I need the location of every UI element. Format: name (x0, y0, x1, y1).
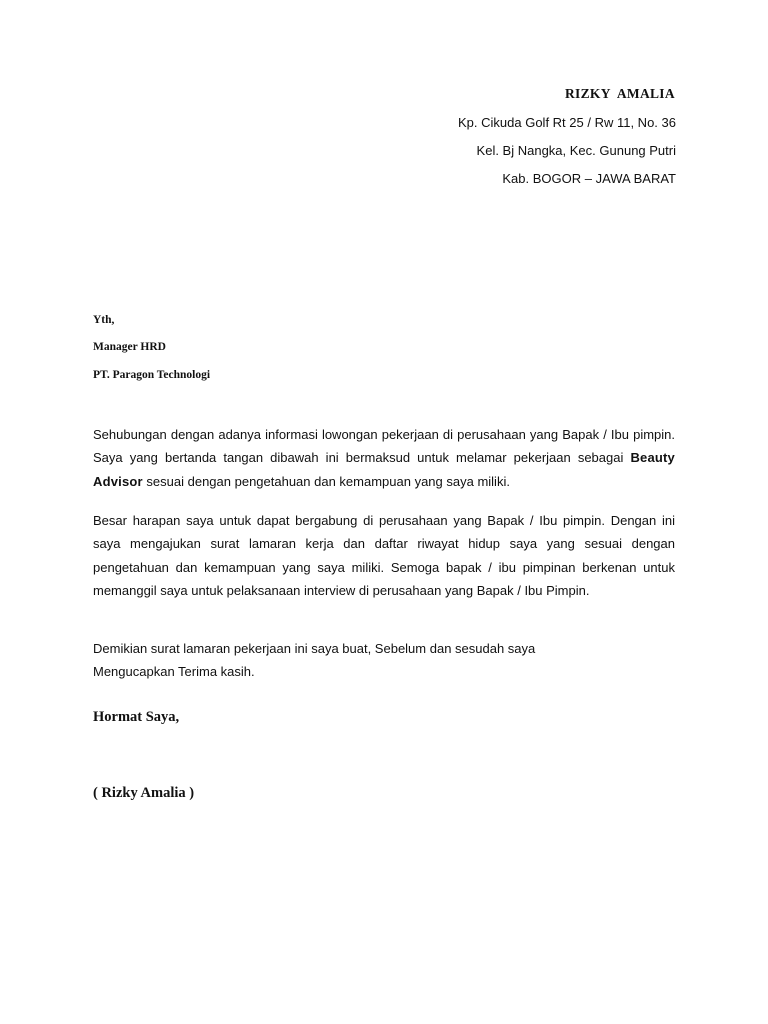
body-paragraph-3 (93, 637, 675, 684)
paragraph-1-ending: sesuai dengan pengetahuan dan kemampuan yang saya miliki. (142, 473, 510, 489)
paragraph-3-line-2: Mengucapkan Terima kasih. (93, 664, 255, 680)
closing-greeting: Hormat Saya, (93, 709, 180, 725)
recipient-salutation: Yth, (93, 314, 115, 326)
sender-address-line-2: Kel. Bj Nangka, Kec. Gunung Putri (476, 143, 676, 158)
signature-name: ( Rizky Amalia ) (93, 785, 195, 801)
sender-address-line-1: Kp. Cikuda Golf Rt 25 / Rw 11, No. 36 (458, 115, 676, 130)
sender-name: RIZKY AMALIA (565, 86, 675, 101)
body-paragraph-1 (93, 423, 675, 493)
applied-position: Beauty Advisor (93, 450, 675, 489)
paragraph-3-line-1: Demikian surat lamaran pekerjaan ini saya buat, Sebelum dan sesudah saya (93, 641, 536, 656)
paragraph-1-intro: Sehubungan dengan adanya informasi lowongan pekerjaan di perusahaan yang Bapak / Ibu pimpin. Saya yang bertanda tangan dibawah ini bermaksud untuk melamar pekerjaan sebagai (93, 427, 675, 466)
recipient-position: Manager HRD (93, 341, 166, 353)
body-paragraph-2: Besar harapan saya untuk dapat bergabung di perusahaan yang Bapak / Ibu pimpin. Dengan ini saya mengajukan surat lamaran kerja dan daftar riwayat hidup saya yang sesuai dengan pengetahuan dan kemampuan yang saya miliki. Semoga bapak / ibu pimpinan berkenan untuk memanggil saya untuk pelaksanaan interview di perusahaan yang Bapak / Ibu Pimpin. (93, 513, 675, 598)
recipient-company: PT. Paragon Technologi (93, 369, 211, 381)
sender-address-line-3: Kab. BOGOR – JAWA BARAT (502, 171, 676, 186)
